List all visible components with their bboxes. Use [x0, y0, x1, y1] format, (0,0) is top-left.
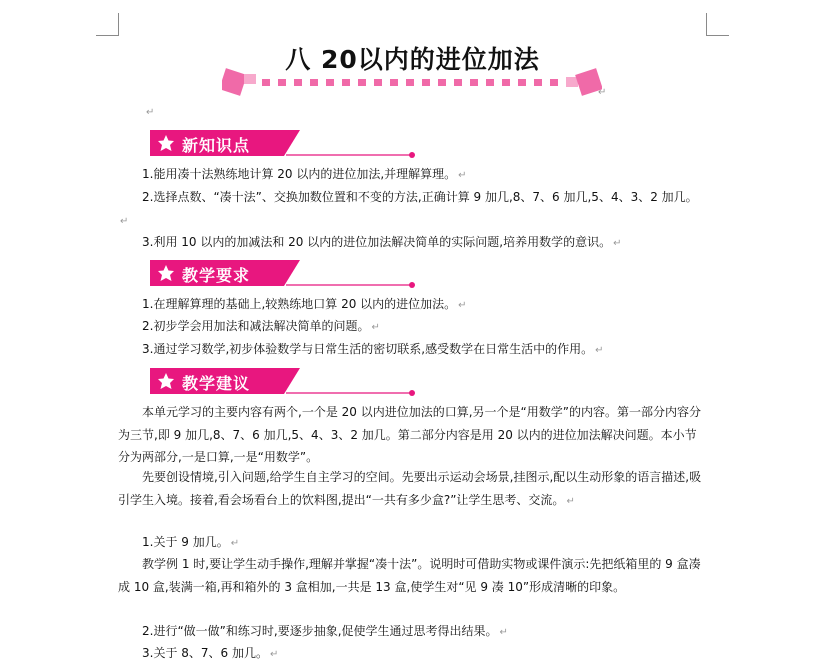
page-title: 八 20以内的进位加法: [285, 45, 540, 74]
paragraph-mark: ↵: [598, 87, 607, 98]
section-heading-label: 教学要求: [182, 266, 251, 285]
section-heading-teaching-suggestions: [150, 366, 420, 406]
section-heading-new-knowledge: [150, 128, 420, 168]
list-item: 2.初步学会用加法和减法解决简单的问题。 ↵: [142, 319, 380, 333]
crop-mark-top-left: [96, 13, 119, 36]
section-heading-teaching-requirements: [150, 258, 420, 298]
paragraph-mark: ↵: [146, 107, 155, 118]
list-item: 3.利用 10 以内的加减法和 20 以内的进位加法解决简单的实际问题,培养用数学的意识。 ↵: [142, 235, 622, 249]
body-paragraph: 3.关于 8、7、6 加几。 ↵: [142, 646, 279, 660]
list-item: 2.选择点数、“凑十法”、交换加数位置和不变的方法,正确计算 9 加几,8、7、6 加几,5、4、3、2 加几。↵: [120, 190, 698, 227]
section-heading-label: 新知识点: [182, 136, 251, 155]
crop-mark-top-right: [706, 13, 729, 36]
list-item: 1.能用凑十法熟练地计算 20 以内的进位加法,并理解算理。 ↵: [142, 167, 467, 181]
list-item: 1.在理解算理的基础上,较熟练地口算 20 以内的进位加法。 ↵: [142, 297, 467, 311]
list-item: 3.通过学习数学,初步体验数学与日常生活的密切联系,感受数学在日常生活中的作用。 ↵: [142, 342, 604, 356]
section-heading-label: 教学建议: [182, 374, 251, 393]
body-paragraph: 教学例 1 时,要让学生动手操作,理解并掌握“凑十法”。说明时可借助实物或课件演示:先把纸箱里的 9 盒凑成 10 盒,装满一箱,再和箱外的 3 盒相加,一共是 13 盒,使学生对“见 9 凑 10”形成清晰的印象。: [118, 557, 701, 594]
body-paragraph: 1.关于 9 加几。 ↵: [142, 535, 240, 549]
body-paragraph: 本单元学习的主要内容有两个,一个是 20 以内进位加法的口算,另一个是“用数学”的内容。第一部分内容分为三节,即 9 加几,8、7、6 加几,5、4、3、2 加几。第二部分内容是用 20 以内的进位加法解决问题。本小节分为两部分,一是口算,一是“用数学”。: [118, 405, 701, 464]
title-decoration: [222, 68, 602, 96]
body-paragraph: 2.进行“做一做”和练习时,要逐步抽象,促使学生通过思考得出结果。 ↵: [142, 624, 508, 638]
body-paragraph: 先要创设情境,引入问题,给学生自主学习的空间。先要出示运动会场景,挂图示,配以生动形象的语言描述,吸引学生入境。接着,看会场看台上的饮料图,提出“一共有多少盒?”让学生思考、交流。 ↵: [118, 470, 702, 507]
